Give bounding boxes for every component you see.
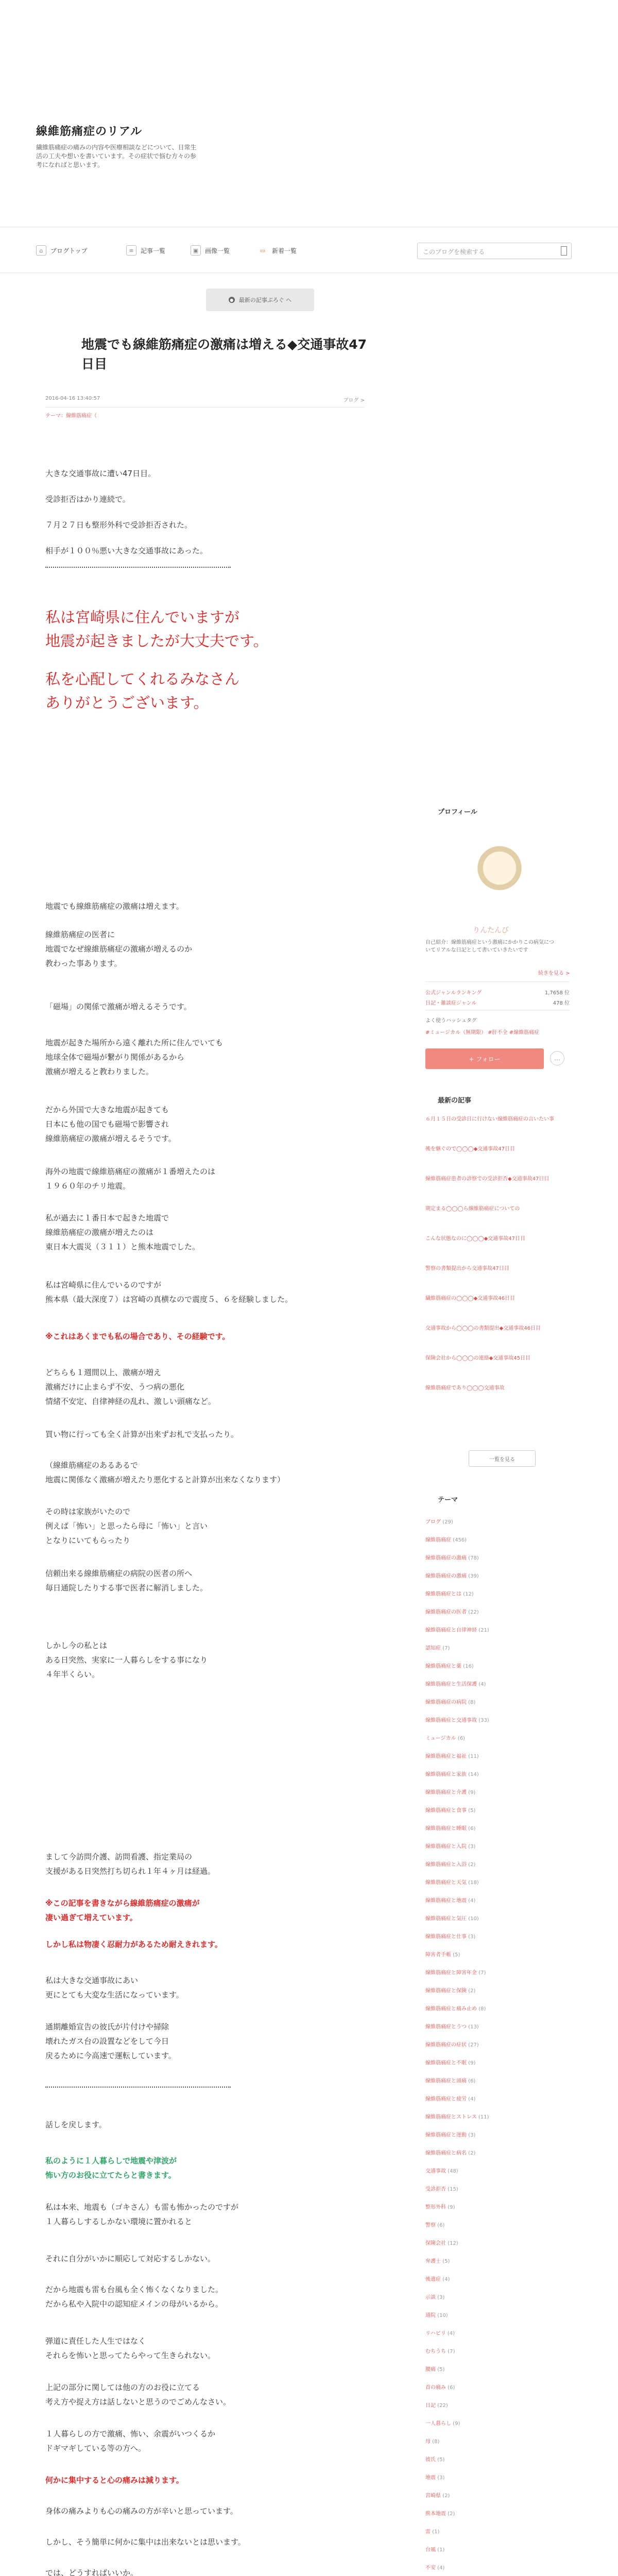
theme-link[interactable] — [425, 2329, 455, 2336]
theme-count: (10) — [436, 2313, 448, 2318]
theme-count: (33) — [477, 1718, 489, 1723]
theme-count: (13) — [467, 2024, 479, 2030]
theme-count: (8) — [477, 2006, 486, 2012]
theme-link[interactable] — [425, 2473, 444, 2481]
theme-link[interactable] — [425, 2130, 475, 2138]
theme-link[interactable] — [425, 2437, 439, 2445]
theme-link[interactable] — [425, 2094, 475, 2102]
profile-text: 自己紹介：線維筋痛症という激痛にかかりこの病気についてリアルな日記として書いていきたいです — [425, 940, 554, 953]
theme-count: (2) — [467, 1988, 476, 1994]
theme-count: (5) — [467, 1808, 476, 1814]
home-icon: ⌂ — [36, 245, 46, 256]
theme-link[interactable] — [425, 2347, 455, 2354]
view-all-button[interactable]: 一覧を見る — [469, 1450, 536, 1467]
theme-count: (2) — [467, 2150, 476, 2156]
post-paragraph: しかし今の私とは ある日突然、実家に一人暮らしをする事になり ４年半くらい。 — [45, 1641, 208, 1679]
theme-link[interactable] — [425, 2040, 479, 2048]
theme-label: 彼氏 — [425, 2457, 436, 2463]
profile-name[interactable]: りんたんび — [473, 926, 509, 935]
theme-label: 線維筋痛症と保険 — [425, 1988, 467, 1994]
theme-link[interactable] — [425, 2166, 458, 2174]
theme-link[interactable] — [425, 2563, 444, 2571]
theme-link[interactable] — [425, 2383, 455, 2391]
post-paragraph: 地震が起きた場所から遠く離れた所に住んでいても 地球全体で磁場が繋がり関係があるから 激痛が増えると教わりました。 — [45, 1038, 224, 1076]
theme-count: (21) — [477, 1628, 489, 1633]
theme-count: (456) — [451, 1537, 467, 1543]
post-paragraph: だから外国で大きな地震が起きても 日本にも他の国でも磁場で影響され 線維筋痛症の激痛が増えるそうです。 — [45, 1105, 176, 1143]
theme-count: (18) — [467, 1880, 479, 1886]
post-date: 2016-04-16 13:40:57 — [45, 396, 100, 401]
post-paragraph: 大きな交通事故に遭い47日目。 — [45, 469, 156, 478]
theme-label: 腰痛 — [425, 2367, 436, 2372]
theme-label: 線維筋痛症と気圧 — [425, 1916, 467, 1922]
theme-link[interactable] — [425, 2076, 475, 2084]
theme-count: (2) — [446, 2511, 455, 2517]
theme-label: 台風 — [425, 2547, 436, 2553]
theme-link[interactable] — [425, 2112, 489, 2120]
theme-link[interactable] — [425, 2545, 444, 2553]
theme-label: 線維筋痛症の医者 — [425, 1609, 467, 1615]
theme-link[interactable] — [425, 1896, 475, 1904]
theme-count: (5) — [441, 2259, 450, 2264]
theme-count: (3) — [436, 2475, 445, 2481]
post-note: ※この記事を書きながら線維筋痛症の激痛が 凄い過ぎて増えています。 — [45, 1899, 200, 1922]
post-note: 何かに集中すると心の痛みは減ります。 — [45, 2476, 184, 2485]
post-paragraph: 線維筋痛症の医者に 地震でなぜ線維筋痛症の激痛が増えるのか 教わった事あります。 — [45, 930, 193, 968]
recent-post-link[interactable]: 保険会社から◯◯◯の連絡◆交通事故45日目 — [425, 1355, 530, 1361]
theme-count: (3) — [436, 2295, 445, 2300]
theme-label: 線維筋痛症とは — [425, 1591, 461, 1597]
navbar — [0, 227, 618, 273]
theme-label: 整形外科 — [425, 2205, 446, 2210]
theme-label: 線維筋痛症と不眠 — [425, 2060, 467, 2066]
theme-link[interactable] — [425, 1824, 475, 1832]
theme-count: (4) — [436, 2565, 445, 2571]
post-meta — [45, 396, 365, 403]
nav-label: ブログトップ — [50, 247, 88, 255]
theme-label: 認知症 — [425, 1646, 441, 1651]
theme-link[interactable] — [425, 1932, 475, 1940]
theme-label: 一人暮らし — [425, 2421, 451, 2427]
theme-count: (78) — [467, 1555, 479, 1561]
recent-heading: 最新の記事 — [438, 1097, 472, 1105]
theme-link[interactable] — [425, 1986, 475, 1994]
post-paragraph: しかし、そう簡単に何かに集中は出来ないとは思います。 — [45, 2537, 246, 2547]
theme-label: 線維筋痛症と入浴 — [425, 1862, 467, 1868]
theme-label: 線維筋痛症の激痛 — [425, 1573, 467, 1579]
follow-button[interactable]: + フォロー — [425, 1048, 544, 1069]
post-options[interactable]: ブログ > — [343, 398, 365, 403]
theme-count: (3) — [467, 2132, 476, 2138]
theme-label: 線維筋痛症と地震 — [425, 1898, 467, 1904]
theme-count: (16) — [461, 1664, 474, 1669]
theme-link[interactable] — [425, 1752, 479, 1759]
theme-link[interactable] — [425, 2311, 448, 2318]
share-label: 最新の記事ぷろぐ へ — [238, 297, 292, 303]
theme-count: (22) — [467, 1609, 479, 1615]
post-paragraph: （線維筋痛症のあるあるで 地震に関係なく激痛が増えたり悪化すると計算が出来なくなります） — [45, 1461, 285, 1484]
theme-label: 線維筋痛症と自律神経 — [425, 1628, 477, 1633]
theme-link[interactable] — [425, 1680, 486, 1687]
theme-count: (9) — [451, 2421, 460, 2427]
post-paragraph: 買い物に行っても全く計算が出来ずお札で支払ったり。 — [45, 1430, 239, 1439]
theme-label: 雷 — [425, 2529, 431, 2535]
theme-count: (4) — [477, 1682, 486, 1687]
theme-link[interactable] — [425, 1535, 467, 1543]
theme-count: (11) — [467, 1754, 479, 1759]
theme-label: 線維筋痛症と睡眠 — [425, 1826, 467, 1832]
theme-count: (9) — [446, 2205, 455, 2210]
post-highlight: 私は宮崎県に住んでいますが 地震が起きましたが大丈夫です。 — [45, 608, 268, 650]
theme-link[interactable] — [425, 2148, 475, 2156]
theme-label: 線維筋痛症と天気 — [425, 1880, 467, 1886]
theme-label: 障害者手帳 — [425, 1952, 451, 1958]
theme-count: (22) — [436, 2403, 448, 2409]
nav-new[interactable] — [258, 244, 297, 257]
theme-label: 不安 — [425, 2565, 436, 2571]
theme-label: 後遺症 — [425, 2277, 441, 2282]
theme-count: (48) — [446, 2168, 458, 2174]
theme-label: 熊本地震 — [425, 2511, 446, 2517]
recent-post-link[interactable]: 交通事故から◯◯◯の書類提出◆交通事故46日目 — [425, 1326, 541, 1331]
theme-link[interactable] — [425, 1571, 479, 1579]
divider — [45, 407, 365, 408]
theme-link[interactable] — [425, 2202, 455, 2210]
theme-label: 示談 — [425, 2295, 436, 2300]
theme-count: (27) — [467, 2042, 479, 2048]
theme-label: 宮崎県 — [425, 2493, 441, 2499]
post-paragraph: どちらも１週間以上、激痛が増え 激痛だけに止まらず不安、うつ病の悪化 情緒不安定、自律神経の乱れ、激しい頭痛など。 — [45, 1368, 216, 1406]
theme-count: (7) — [477, 1970, 486, 1976]
theme-link[interactable] — [425, 2004, 486, 2012]
post-paragraph: 「磁場」の関係で激痛が増えるそうです。 — [45, 1002, 192, 1011]
theme-count: (2) — [441, 2493, 450, 2499]
theme-label: 線維筋痛症の症状 — [425, 2042, 467, 2048]
theme-label: 線維筋痛症と運動 — [425, 2132, 467, 2138]
theme-count: (6) — [467, 1826, 476, 1832]
recent-post-link[interactable]: ６月１５日の受診日に行けない線維筋痛症の言いたい事 — [425, 1116, 554, 1122]
theme-count: (2) — [467, 1862, 476, 1868]
theme-count: (10) — [467, 1916, 479, 1922]
site-header — [0, 0, 618, 222]
theme-label: 母 — [425, 2439, 431, 2445]
theme-label: 線維筋痛症と食事 — [425, 1808, 467, 1814]
recent-post-link[interactable]: 線維筋痛症であり◯◯◯交通事故 — [425, 1385, 505, 1391]
theme-count: (6) — [467, 2078, 476, 2084]
theme-label: 警察 — [425, 2223, 436, 2228]
ranking-row[interactable] — [425, 988, 570, 996]
theme-count: (4) — [467, 1898, 476, 1904]
theme-heading: テーマ — [438, 1496, 458, 1504]
search-placeholder: このブログを検索する — [423, 248, 485, 256]
ranking-label: 公式ジャンルランキング — [425, 990, 482, 996]
theme-label: 線維筋痛症と病名 — [425, 2150, 467, 2156]
post-paragraph: 私は大きな交通事故にあい 更にとても大変な生活になっています。 — [45, 1976, 184, 1999]
theme-label: 通院 — [425, 2313, 436, 2318]
theme-label: ミュージカル — [425, 1736, 456, 1741]
post-green-note: 私のように１人暮らしで地震や津波が 怖い方のお役に立てたらと書きます。 — [45, 2156, 177, 2180]
nav-images[interactable] — [191, 244, 230, 257]
recent-post-link[interactable]: 警察の書類提出から交通事故47日目 — [425, 1266, 509, 1272]
theme-link[interactable] — [425, 2365, 444, 2372]
ranking-value: 478 位 — [553, 1001, 570, 1006]
hashtag-heading: よく使うハッシュタグ — [425, 1018, 477, 1024]
ranking-value: 1,7658 位 — [544, 990, 570, 996]
post-paragraph: 地震でも線維筋痛症の激痛は増えます。 — [45, 902, 184, 911]
theme-label: 線維筋痛症と生活保護 — [425, 1682, 477, 1687]
theme-link[interactable] — [425, 1589, 474, 1597]
post-paragraph: 身体の痛みよりも心の痛みの方が辛いと思っています。 — [45, 2506, 238, 2516]
nav-articles[interactable] — [126, 244, 165, 257]
theme-link[interactable] — [425, 1770, 479, 1777]
nav-label: 新着一覧 — [272, 247, 297, 255]
theme-label: むちうち — [425, 2349, 446, 2354]
theme-count: (4) — [467, 2096, 476, 2102]
theme-link[interactable] — [425, 1625, 489, 1633]
theme-link[interactable] — [425, 1643, 450, 1651]
theme-label: 線維筋痛症と入院 — [425, 1844, 467, 1850]
post-paragraph: 私は本来、地震も（ゴキさん）も雷も怖かったのですが １人暮らしするしかない環境に置かれると — [45, 2202, 239, 2226]
theme-label: 線維筋痛症と家族 — [425, 1772, 467, 1777]
dotted-divider — [45, 567, 231, 568]
theme-link[interactable] — [425, 2509, 455, 2517]
theme-link[interactable] — [425, 2419, 460, 2427]
theme-label: 線維筋痛症と障害年金 — [425, 1970, 477, 1976]
theme-label: ブログ — [425, 1519, 441, 1525]
post-paragraph: 相手が１００％悪い大きな交通事故にあった。 — [45, 546, 208, 555]
profile-more-link[interactable]: 続きを見る > — [538, 971, 570, 976]
theme-link[interactable] — [425, 2527, 439, 2535]
theme-count: (4) — [445, 2331, 455, 2336]
image-icon: ▣ — [191, 245, 201, 256]
theme-count: (8) — [467, 1700, 476, 1705]
site-description: 繊維筋痛症の痛みの内容や医療相談などについて、日常生活の工夫や想いを書いています。その症状で悩む方々の参考になればと思います。 — [36, 144, 197, 168]
post-theme-link[interactable]: テーマ：線維筋痛症（ — [45, 413, 97, 419]
avatar[interactable] — [471, 837, 528, 914]
theme-link[interactable] — [425, 1788, 475, 1795]
theme-link[interactable] — [425, 1734, 465, 1741]
theme-count: (3) — [467, 1934, 476, 1940]
post-paragraph: １人暮らしの方で激痛、怖い、余震がいつくるか ドギマギしている等の方へ。 — [45, 2429, 216, 2453]
nav-label: 記事一覧 — [141, 247, 166, 255]
theme-link[interactable] — [425, 1806, 475, 1814]
theme-label: 日記 — [425, 2403, 436, 2409]
theme-label: 地震 — [425, 2475, 436, 2481]
post-highlight: 私を心配してくれるみなさん ありがとうございます。 — [45, 670, 240, 711]
theme-label: 線維筋痛症と仕事 — [425, 1934, 467, 1940]
theme-count: (3) — [467, 1844, 476, 1850]
post-paragraph: 弾道に責任した人生ではなく それらを怖いと思ってたらやって生きられない。 — [45, 2336, 216, 2360]
theme-link[interactable] — [425, 1968, 486, 1976]
theme-label: 保険会社 — [425, 2241, 446, 2246]
theme-label: 線維筋痛症 — [425, 1537, 451, 1543]
recent-post-link[interactable]: 線維筋痛症患者の診察での受診拒否◆交通事故47日目 — [425, 1176, 550, 1182]
theme-label: 線維筋痛症とストレス — [425, 2114, 477, 2120]
theme-label: 線維筋痛症と痛み止め — [425, 2006, 477, 2012]
theme-link[interactable] — [425, 1553, 479, 1561]
theme-count: (5) — [451, 1952, 460, 1958]
post-paragraph: 話しを戻します。 — [45, 2120, 107, 2129]
theme-link[interactable] — [425, 1607, 479, 1615]
post-paragraph: ７月２７日も整形外科で受診拒否された。 — [45, 520, 193, 530]
post-title: 地震でも線維筋痛症の激痛は増える◆交通事故47日目 — [81, 337, 367, 371]
post-paragraph: では、どうすればいいか。 — [45, 2568, 139, 2576]
theme-link[interactable] — [425, 1860, 475, 1868]
post-paragraph: 通期離婚宣告の彼氏が片付けや掃除 壊れたガス台の設置などをして今日 戻るために今高速で運転しています。 — [45, 2022, 176, 2060]
share-icon: ● — [229, 297, 235, 303]
theme-count: (12) — [446, 2241, 458, 2246]
post-note: ※これはあくまでも私の場合であり、その経験です。 — [45, 1332, 230, 1341]
theme-label: 線維筋痛症の激痛 — [425, 1555, 467, 1561]
post-paragraph: だから地震も雷も台風も全く怖くなくなりました。 だから私や入院中の認知症メインの母がいるから。 — [45, 2285, 224, 2309]
theme-link[interactable] — [425, 2455, 444, 2463]
post-paragraph: 私は宮崎県に住んでいるのですが 熊本県（最大深度７）は宮崎の真横なので震度５、６を経験しました。 — [45, 1280, 293, 1304]
site-title[interactable]: 線維筋痛症のリアル — [36, 125, 143, 138]
ranking-label: 日記・雑談症ジャンル — [425, 1001, 477, 1006]
theme-link[interactable] — [425, 2401, 448, 2409]
theme-label: 受診拒否 — [425, 2187, 446, 2192]
recent-post-link[interactable]: 期定まる◯◯◯ら線維筋痛症についての — [425, 1206, 520, 1212]
theme-count: (11) — [476, 2114, 489, 2120]
post-note: しかし私は物凄く忍耐力があるため耐えきれます。 — [45, 1940, 222, 1949]
post-paragraph: 受診拒否はかり連続で。 — [45, 495, 130, 504]
theme-count: (12) — [461, 1591, 474, 1597]
theme-label: 首の痛み — [425, 2385, 446, 2391]
dotted-divider — [45, 2087, 231, 2088]
theme-label: 線維筋痛症と頭痛 — [425, 2078, 467, 2084]
recent-post-link[interactable]: こんな状態なのに◯◯◯◆交通事故47日目 — [425, 1236, 525, 1242]
theme-count: (39) — [467, 1573, 479, 1579]
theme-count: (9) — [467, 2060, 476, 2066]
theme-link[interactable] — [425, 1842, 475, 1850]
more-options-icon[interactable]: … — [550, 1051, 564, 1065]
nav-blog-top[interactable] — [36, 244, 88, 257]
theme-label: 線維筋痛症と福祉 — [425, 1754, 467, 1759]
profile-heading: プロフィール — [438, 808, 477, 816]
theme-link[interactable] — [425, 1950, 460, 1958]
post-paragraph: それに自分がいかに順応して対応するしかない。 — [45, 2254, 216, 2263]
theme-count: (1) — [431, 2529, 440, 2535]
theme-count: (6) — [436, 2223, 445, 2228]
search-input[interactable] — [417, 243, 572, 259]
recent-post-link[interactable]: 繊維筋痛症の◯◯◯◆交通事故46日目 — [425, 1296, 515, 1301]
theme-link[interactable] — [425, 2058, 475, 2066]
new-icon: ▭ — [260, 247, 266, 254]
share-button[interactable] — [206, 289, 314, 311]
post-paragraph: 信頼出来る線維筋痛症の病院の医者の所へ 毎日通院したりする事で医者に解消しました。 — [45, 1569, 208, 1592]
theme-count: (6) — [446, 2385, 455, 2391]
theme-link[interactable] — [425, 2184, 458, 2192]
theme-link[interactable] — [425, 1698, 475, 1705]
post-paragraph: その時は家族がいたので 例えば「怖い」と思ったら母に「怖い」と言い となりにいてもらったり — [45, 1507, 208, 1545]
divider — [425, 981, 570, 982]
theme-label: 線維筋痛症と薬 — [425, 1664, 461, 1669]
post-paragraph: 私が過去に１番日本で起きた地震で 線維筋痛症の激痛が増えたのは 東日本大震災（３１１）と熊本地震でした。 — [45, 1213, 200, 1251]
theme-label: 線維筋痛症とうつ — [425, 2024, 467, 2030]
theme-link[interactable] — [425, 2221, 444, 2228]
search-icon[interactable] — [561, 246, 567, 256]
theme-link[interactable] — [425, 1662, 474, 1669]
hashtag-list[interactable]: #ミュージカル（無期限） #肝不全 #線維筋痛症 — [425, 1030, 540, 1036]
theme-link[interactable] — [425, 1878, 479, 1886]
theme-count: (15) — [446, 2187, 458, 2192]
ranking-row[interactable] — [425, 998, 570, 1006]
theme-link[interactable] — [425, 2257, 450, 2264]
theme-label: 交通事故 — [425, 2168, 446, 2174]
theme-count: (14) — [467, 1772, 479, 1777]
theme-link[interactable] — [425, 1517, 453, 1525]
theme-count: (5) — [436, 2457, 445, 2463]
list-icon: ≡ — [126, 245, 136, 256]
theme-link[interactable] — [425, 1914, 479, 1922]
post-paragraph: 上記の部分に関しては他の方のお役に立てる 考え方や捉え方は話しないと思うのでごめんなさい。 — [45, 2383, 231, 2406]
theme-count: (7) — [441, 1646, 450, 1651]
theme-label: 線維筋痛症と交通事故 — [425, 1718, 477, 1723]
post-paragraph: 海外の地震で線維筋痛症の激痛が１番増えたのは １９６０年のチリ地震。 — [45, 1167, 216, 1191]
theme-count: (4) — [441, 2277, 450, 2282]
theme-link[interactable] — [425, 2239, 458, 2246]
theme-count: (29) — [441, 1519, 453, 1525]
theme-label: 線維筋痛症と疲労 — [425, 2096, 467, 2102]
theme-count: (6) — [456, 1736, 465, 1741]
theme-link[interactable] — [425, 2275, 450, 2282]
post-paragraph: まして今訪問介護、訪問看護、指定業局の 支援がある日突然打ち切られ１年４ヶ月は経過。 — [45, 1852, 216, 1876]
theme-link[interactable] — [425, 2022, 479, 2030]
theme-count: (5) — [436, 2367, 445, 2372]
theme-link[interactable] — [425, 2491, 450, 2499]
theme-label: 弁護士 — [425, 2259, 441, 2264]
theme-count: (7) — [446, 2349, 455, 2354]
theme-count: (9) — [467, 1790, 476, 1795]
theme-label: 線維筋痛症と介護 — [425, 1790, 467, 1795]
nav-label: 画像一覧 — [205, 247, 230, 255]
theme-label: リハビリ — [425, 2331, 446, 2336]
recent-post-link[interactable]: 後を継ぐので◯◯◯◆交通事故47日目 — [425, 1146, 515, 1152]
theme-count: (1) — [436, 2547, 445, 2553]
theme-label: 線維筋痛症の病院 — [425, 1700, 467, 1705]
theme-link[interactable] — [425, 1716, 489, 1723]
theme-link[interactable] — [425, 2293, 444, 2300]
theme-count: (8) — [431, 2439, 440, 2445]
